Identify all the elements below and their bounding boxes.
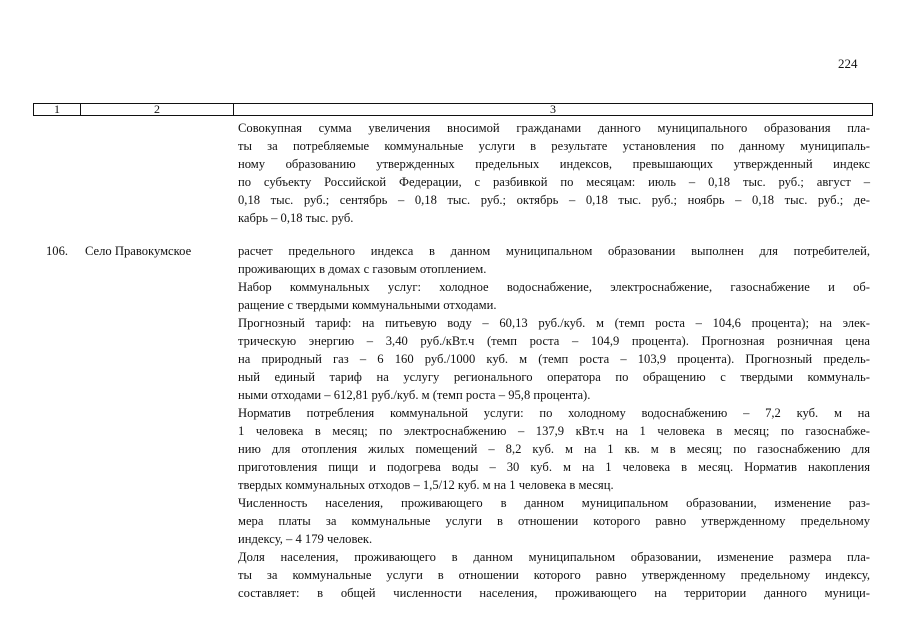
table-header-row xyxy=(33,103,873,116)
text-line: ращение с твердыми коммунальными отходами. xyxy=(238,298,497,312)
table-header-col-1: 1 xyxy=(34,104,81,115)
text-line: Доля населения, проживающего в данном муниципальном образовании, изменение размера пла- xyxy=(238,550,870,564)
text-line: проживающих в домах с газовым отоплением. xyxy=(238,262,487,276)
text-line: кабрь – 0,18 тыс. руб. xyxy=(238,211,354,225)
text-line: ными отходами – 612,81 руб./куб. м (темп роста – 95,8 процента). xyxy=(238,388,591,402)
text-line: на природный газ – 6 160 руб./1000 куб. м (темп роста – 103,9 процента). Прогнозный предель- xyxy=(238,352,870,366)
municipality-description xyxy=(238,242,870,602)
text-line: нию для отопления жилых помещений – 8,2 куб. м на 1 кв. м в месяц; по газоснабжению для xyxy=(238,442,870,456)
text-line: твердых коммунальных отходов – 1,5/12 куб. м на 1 человека в месяц. xyxy=(238,478,614,492)
table-header-col-2: 2 xyxy=(81,104,234,115)
text-line: приготовления пищи и подогрева воды – 30 куб. м на 1 человека в месяц. Норматив накопления xyxy=(238,460,870,474)
text-line: по субъекту Российской Федерации, с разбивкой по месяцам: июль – 0,18 тыс. руб.; август – xyxy=(238,175,870,189)
text-line: ты за коммунальные услуги в отношении которого равно утвержденному предельному индексу, xyxy=(238,568,870,582)
text-line: Норматив потребления коммунальной услуги: по холодному водоснабжению – 7,2 куб. м на xyxy=(238,406,870,420)
text-line: составляет: в общей численности населения, проживающего на территории данного муници- xyxy=(238,586,870,600)
text-line: Прогнозный тариф: на питьевую воду – 60,13 руб./куб. м (темп роста – 104,6 процента); на элек- xyxy=(238,316,870,330)
municipality-name: Село Правокумское xyxy=(85,244,192,258)
text-line: 1 человека в месяц; по электроснабжению – 137,9 кВт.ч на 1 человека в месяц; по газоснабже- xyxy=(238,424,870,438)
text-line: расчет предельного индекса в данном муниципальном образовании выполнен для потребителей, xyxy=(238,244,870,258)
text-line: ты за потребляемые коммунальные услуги в результате установления по данному муниципаль- xyxy=(238,139,870,153)
text-line: Совокупная сумма увеличения вносимой гражданами данного муниципального образования пла- xyxy=(238,121,870,135)
text-line: ный единый тариф на услугу регионального оператора по обращению с твердыми коммуналь- xyxy=(238,370,870,384)
text-line: мера платы за коммунальные услуги в отношении которого равно утвержденному предельному xyxy=(238,514,870,528)
cost-increase-text xyxy=(238,119,870,227)
text-line: Численность населения, проживающего в данном муниципальном образовании, изменение раз- xyxy=(238,496,870,510)
text-line: 0,18 тыс. руб.; сентябрь – 0,18 тыс. руб.; октябрь – 0,18 тыс. руб.; ноябрь – 0,18 тыс. руб.; де- xyxy=(238,193,870,207)
row-number: 106. xyxy=(46,244,69,258)
page-number: 224 xyxy=(838,56,858,71)
text-line: индексу, – 4 179 человек. xyxy=(238,532,373,546)
table-header-col-3: 3 xyxy=(550,102,556,116)
text-line: Набор коммунальных услуг: холодное водоснабжение, электроснабжение, газоснабжение и об- xyxy=(238,280,870,294)
text-line: трическую энергию – 3,40 руб./кВт.ч (темп роста – 104,9 процента). Прогнозная розничная цена xyxy=(238,334,870,348)
text-line: ному образованию утвержденных предельных индексов, превышающих утвержденный индекс xyxy=(238,157,870,171)
